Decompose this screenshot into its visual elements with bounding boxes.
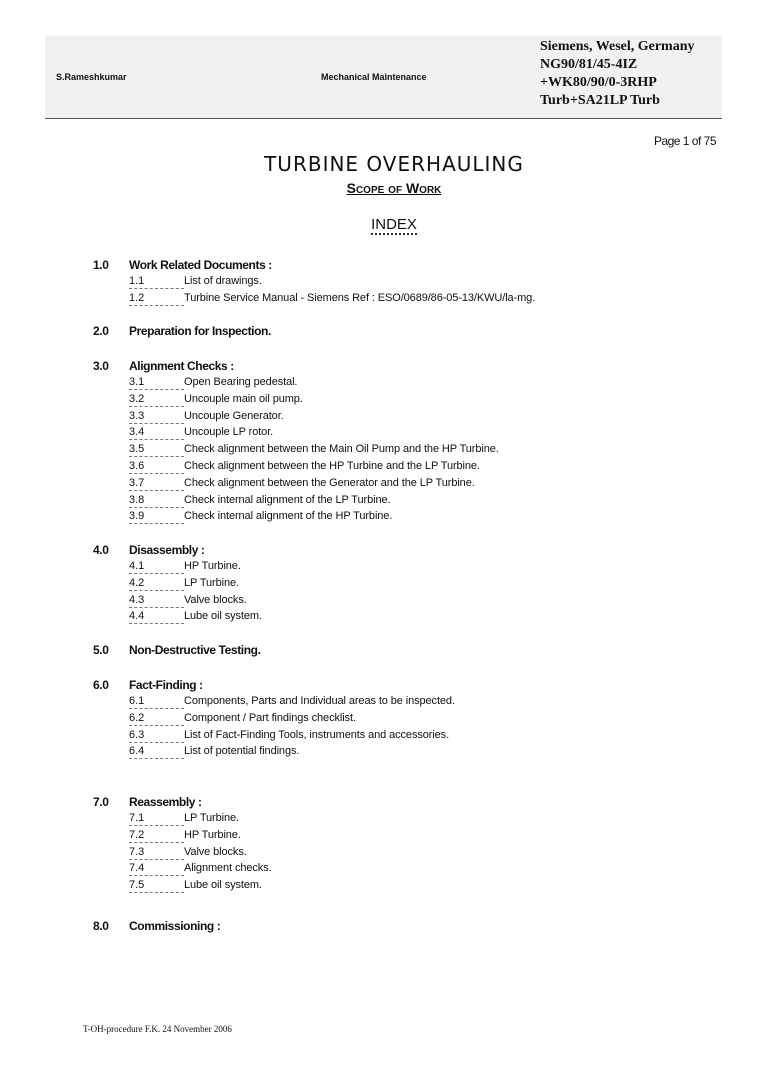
header-subject-line: Siemens, Wesel, Germany [540, 39, 695, 54]
section-number: 6.0 [93, 678, 109, 692]
section-number: 1.0 [93, 258, 109, 272]
section-items [129, 275, 535, 309]
item-number: 1.1 [129, 275, 184, 289]
index-item [129, 376, 499, 393]
item-number: 6.1 [129, 695, 184, 709]
section-title: Alignment Checks : [129, 359, 234, 373]
header-subject-line: +WK80/90/0-3RHP [540, 75, 657, 90]
item-number: 3.3 [129, 410, 184, 424]
page-header [45, 36, 722, 119]
item-number: 4.4 [129, 610, 184, 624]
section-number: 7.0 [93, 795, 109, 809]
index-item [129, 695, 455, 712]
index-item [129, 729, 455, 746]
item-number: 3.7 [129, 477, 184, 491]
header-department: Mechanical Maintenance [321, 72, 427, 82]
index-item [129, 292, 535, 309]
item-text: Uncouple main oil pump. [184, 392, 303, 405]
index-item [129, 426, 499, 443]
index-item [129, 460, 499, 477]
section-items [129, 812, 272, 896]
item-text: List of Fact-Finding Tools, instruments and accessories. [184, 728, 450, 741]
item-number: 3.1 [129, 376, 184, 390]
item-text: Component / Part findings checklist. [184, 711, 356, 724]
page-footer: T-OH-procedure F.K. 24 November 2006 [83, 1024, 232, 1034]
item-text: Check alignment between the HP Turbine and the LP Turbine. [184, 459, 480, 472]
index-item [129, 577, 262, 594]
item-text: Uncouple LP rotor. [184, 426, 274, 439]
item-text: Lube oil system. [184, 610, 262, 623]
item-number: 3.8 [129, 494, 184, 508]
item-number: 3.5 [129, 443, 184, 457]
index-item [129, 410, 499, 427]
item-number: 3.6 [129, 460, 184, 474]
item-text: LP Turbine. [184, 576, 239, 589]
item-text: List of drawings. [184, 275, 262, 287]
item-number: 7.3 [129, 846, 184, 860]
index-item [129, 494, 499, 511]
header-subject-line: NG90/81/45-4IZ [540, 57, 638, 72]
index-item [129, 477, 499, 494]
section-number: 5.0 [93, 643, 109, 657]
item-text: Components, Parts and Individual areas to be inspected. [184, 695, 455, 707]
document-subtitle: Scope of Work [346, 180, 442, 196]
item-number: 7.5 [129, 879, 184, 893]
item-number: 6.2 [129, 712, 184, 726]
item-number: 4.3 [129, 594, 184, 608]
document-title: TURBINE OVERHAULING [264, 152, 524, 176]
index-item [129, 846, 272, 863]
index-item [129, 443, 499, 460]
item-number: 6.4 [129, 745, 184, 759]
item-number: 1.2 [129, 292, 184, 306]
item-text: Alignment checks. [184, 862, 272, 875]
item-text: Uncouple Generator. [184, 409, 284, 422]
index-item [129, 594, 262, 611]
item-text: Check internal alignment of the HP Turbine. [184, 510, 393, 523]
item-text: Valve blocks. [184, 593, 247, 606]
section-items [129, 695, 455, 762]
section-title: Fact-Finding : [129, 678, 203, 692]
item-text: Open Bearing pedestal. [184, 376, 298, 388]
item-number: 4.2 [129, 577, 184, 591]
item-text: Check internal alignment of the LP Turbine. [184, 493, 391, 506]
page-number: Page 1 of 75 [653, 134, 716, 148]
index-item [129, 510, 499, 527]
index-item [129, 275, 535, 292]
item-number: 3.4 [129, 426, 184, 440]
header-subject-line: Turb+SA21LP Turb [540, 93, 660, 108]
section-items [129, 560, 262, 627]
header-subject [540, 38, 695, 110]
section-title: Non-Destructive Testing. [129, 643, 261, 657]
item-number: 7.1 [129, 812, 184, 826]
section-items [129, 376, 499, 527]
item-text: List of potential findings. [184, 745, 300, 758]
item-number: 3.2 [129, 393, 184, 407]
item-text: LP Turbine. [184, 812, 239, 824]
index-item [129, 862, 272, 879]
section-title: Disassembly : [129, 543, 205, 557]
item-text: Turbine Service Manual - Siemens Ref : ESO/0689/86-05-13/KWU/la-mg. [184, 291, 536, 304]
item-text: Lube oil system. [184, 879, 262, 892]
index-item [129, 560, 262, 577]
item-text: HP Turbine. [184, 828, 241, 841]
index-item [129, 812, 272, 829]
item-number: 6.3 [129, 729, 184, 743]
index-item [129, 745, 455, 762]
section-title: Work Related Documents : [129, 258, 272, 272]
section-number: 3.0 [93, 359, 109, 373]
item-text: Check alignment between the Generator and the LP Turbine. [184, 476, 475, 489]
index-item [129, 879, 272, 896]
section-number: 8.0 [93, 919, 109, 933]
header-author: S.Rameshkumar [56, 72, 127, 82]
index-item [129, 610, 262, 627]
section-number: 4.0 [93, 543, 109, 557]
item-text: Valve blocks. [184, 845, 247, 858]
section-number: 2.0 [93, 324, 109, 338]
index-item [129, 829, 272, 846]
item-number: 3.9 [129, 510, 184, 524]
item-text: HP Turbine. [184, 560, 241, 572]
index-item [129, 393, 499, 410]
item-number: 4.1 [129, 560, 184, 574]
index-heading-wrap [0, 216, 768, 233]
section-title: Reassembly : [129, 795, 202, 809]
section-title: Preparation for Inspection. [129, 324, 271, 338]
section-title: Commissioning : [129, 919, 221, 933]
index-heading: INDEX [371, 216, 417, 233]
item-number: 7.2 [129, 829, 184, 843]
index-item [129, 712, 455, 729]
item-number: 7.4 [129, 862, 184, 876]
item-text: Check alignment between the Main Oil Pump and the HP Turbine. [184, 443, 499, 456]
